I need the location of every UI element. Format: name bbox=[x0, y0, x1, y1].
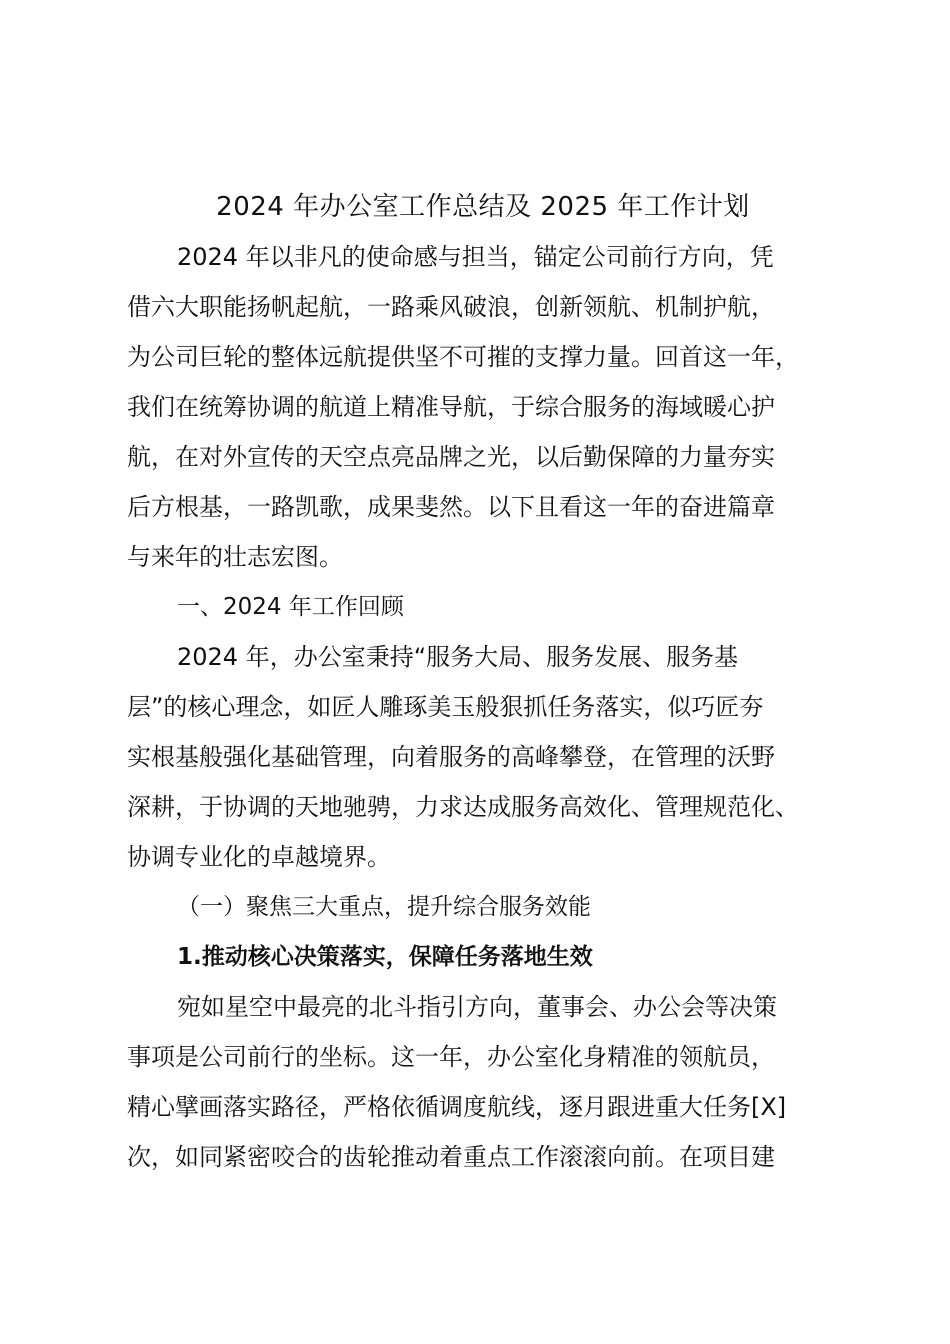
text-line: 协调专业化的卓越境界。 bbox=[127, 843, 391, 871]
text-line: 次，如同紧密咬合的齿轮推动着重点工作滚滚向前。在项目建 bbox=[127, 1143, 775, 1171]
text-line: 借六大职能扬帆起航，一路乘风破浪，创新领航、机制护航， bbox=[127, 293, 775, 321]
text-line: 我们在统筹协调的航道上精准导航，于综合服务的海域暖心护 bbox=[127, 393, 775, 421]
text-line: 层”的核心理念，如匠人雕琢美玉般狠抓任务落实，似巧匠夯 bbox=[127, 693, 764, 721]
text-line: 实根基般强化基础管理，向着服务的高峰攀登，在管理的沃野 bbox=[127, 743, 775, 771]
text-line: 精心擘画落实路径，严格依循调度航线，逐月跟进重大任务[X] bbox=[127, 1093, 787, 1121]
text-line: 航，在对外宣传的天空点亮品牌之光，以后勤保障的力量夯实 bbox=[127, 443, 775, 471]
text-line: 宛如星空中最亮的北斗指引方向，董事会、办公会等决策 bbox=[177, 993, 777, 1021]
document-title: 2024 年办公室工作总结及 2025 年工作计划 bbox=[216, 192, 750, 222]
subsection-heading: （一）聚焦三大重点，提升综合服务效能 bbox=[177, 894, 591, 920]
text-line: 事项是公司前行的坐标。这一年，办公室化身精准的领航员， bbox=[127, 1043, 775, 1071]
text-line: 为公司巨轮的整体远航提供坚不可摧的支撑力量。回首这一年， bbox=[127, 343, 799, 371]
item-heading: 1.推动核心决策落实，保障任务落地生效 bbox=[177, 944, 593, 970]
text-line: 2024 年，办公室秉持“服务大局、服务发展、服务基 bbox=[177, 643, 739, 671]
text-line: 深耕，于协调的天地驰骋，力求达成服务高效化、管理规范化、 bbox=[127, 793, 799, 821]
section-heading: 一、2024 年工作回顾 bbox=[177, 594, 404, 620]
text-line: 与来年的壮志宏图。 bbox=[127, 543, 343, 571]
document-page bbox=[127, 182, 839, 1182]
item-paragraph bbox=[127, 982, 839, 1182]
section-paragraph bbox=[127, 632, 839, 882]
text-line: 2024 年以非凡的使命感与担当，锚定公司前行方向，凭 bbox=[177, 243, 774, 271]
text-line: 后方根基，一路凯歌，成果斐然。以下且看这一年的奋进篇章 bbox=[127, 493, 775, 521]
intro-paragraph bbox=[127, 232, 839, 582]
